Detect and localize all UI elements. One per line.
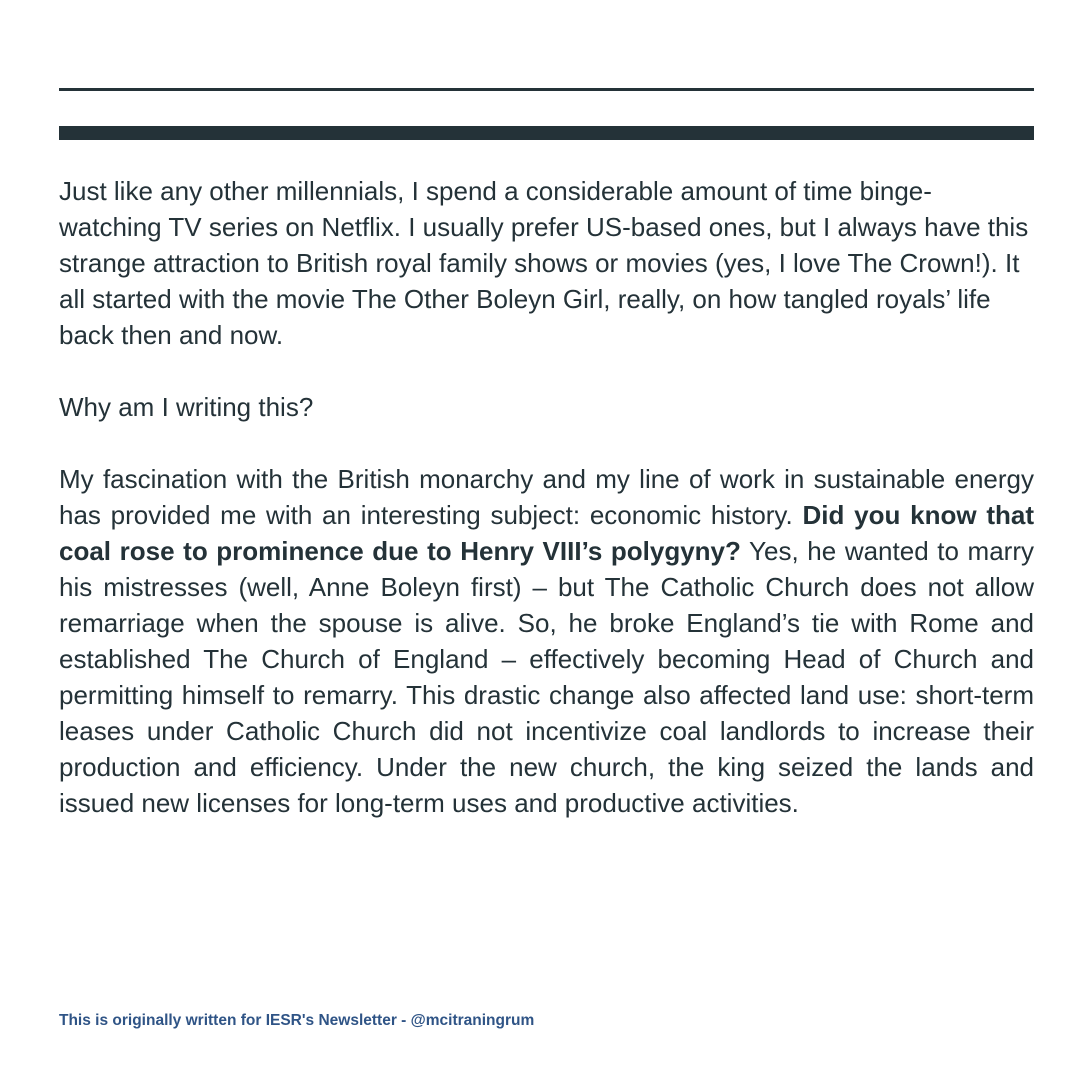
paragraph-intro: Just like any other millennials, I spend a considerable amount of time binge-watching TV series on Netflix. I usually prefer US-based ones, but I always have this strange attraction to British royal family shows or movies (yes, I love The Crown!). It all started with the movie The Other Boleyn Girl, really, on how tangled royals’ life back then and now. — [59, 176, 1029, 350]
article-body — [59, 173, 1034, 821]
paragraph-question: Why am I writing this? — [59, 392, 314, 422]
paragraph-history-highlight: Did you know that coal rose to prominence due to Henry VIII’s polygyny? — [59, 500, 1034, 566]
paragraph-history-rest: Yes, he wanted to marry his mistresses (well, Anne Boleyn first) – but The Catholic Church does not allow remarriage when the spouse is alive. So, he broke England’s tie with Rome and established The Church of England – effectively becoming Head of Church and permitting himself to remarry. This drastic change also affected land use: short-term leases under Catholic Church did not incentivize coal landlords to increase their production and efficiency. Under the new church, the king seized the lands and issued new licenses for long-term uses and productive activities. — [59, 536, 1034, 818]
paragraph-history — [59, 461, 1034, 821]
top-divider-thin — [59, 88, 1034, 91]
top-divider-thick — [59, 126, 1034, 140]
paragraph-history-lead: My fascination with the British monarchy and my line of work in sustainable energy has provided me with an interesting subject: economic history. — [59, 464, 1034, 530]
footer-credit: This is originally written for IESR's Newsletter - @mcitraningrum — [59, 1012, 535, 1029]
